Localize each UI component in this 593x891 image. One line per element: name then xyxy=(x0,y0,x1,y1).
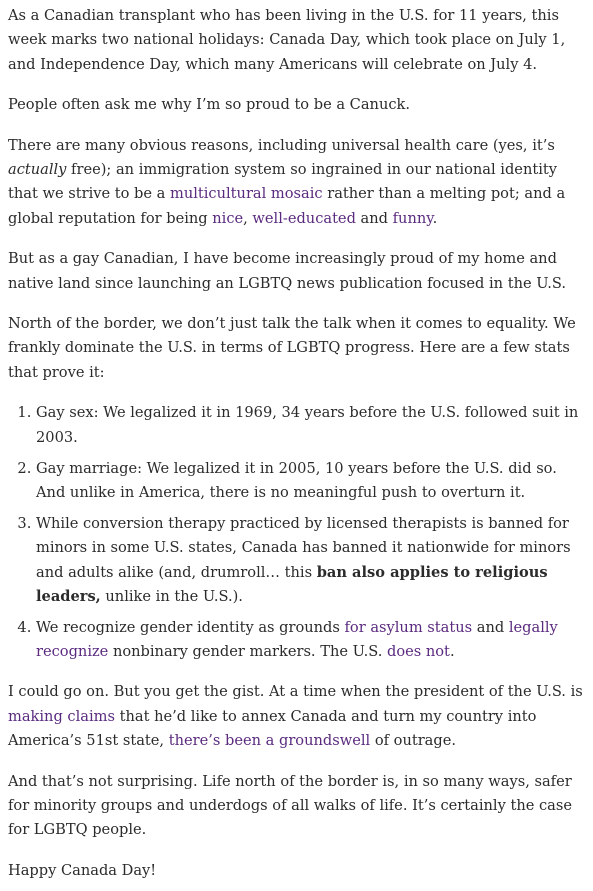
list-item-gender-identity xyxy=(36,616,586,665)
text-segment: While conversion therapy practiced by licensed therapists is banned for minors in some U.S. states, Canada has banned it nationwide for minors and adults alike (and, drumroll… this xyxy=(36,514,571,581)
link-well-educated[interactable]: well-educated xyxy=(252,209,356,227)
text-segment: rather than a melting pot; and a global reputation for being xyxy=(8,185,566,227)
text-segment: of outrage. xyxy=(370,731,456,749)
link-multicultural-mosaic[interactable]: multicultural mosaic xyxy=(170,185,323,203)
emphasis-actually: actually xyxy=(8,161,67,179)
list-item-conversion-therapy xyxy=(36,512,586,609)
stats-list xyxy=(8,401,586,664)
list-item-gay-sex: 1. Gay sex: We legalized it in 1969, 34 years before the U.S. followed suit in 2003. xyxy=(36,401,586,450)
paragraph-proud: People often ask me why I’m so proud to be a Canuck. xyxy=(8,96,411,114)
paragraph-not-surprising: And that’s not surprising. Life north of the border is, in so many ways, safer for minority groups and underdogs of all walks of life. It’s certainly the case for LGBTQ people. xyxy=(8,772,573,839)
link-funny[interactable]: funny xyxy=(392,209,433,227)
text-segment: that he’d like to annex Canada and turn my country into America’s 51st state, xyxy=(8,707,537,749)
link-nice[interactable]: nice xyxy=(212,209,244,227)
text-segment: We recognize gender identity as grounds xyxy=(36,618,345,636)
link-making-claims[interactable]: making claims xyxy=(8,707,115,725)
link-legally-recognize[interactable]: legally recognize xyxy=(36,618,558,661)
article-body xyxy=(0,4,593,883)
list-item-gay-marriage: 2. Gay marriage: We legalized it in 2005, 10 years before the U.S. did so. And unlike in America, there is no meaningful push to overturn it. xyxy=(36,457,586,506)
paragraph-go-on xyxy=(8,680,586,753)
text-segment: unlike in the U.S.). xyxy=(100,587,243,605)
text-segment: and xyxy=(472,618,509,636)
paragraph-reasons xyxy=(8,134,586,231)
text-segment: There are many obvious reasons, including universal health care (yes, it’s xyxy=(8,136,555,154)
text-segment: nonbinary gender markers. The U.S. xyxy=(108,643,387,661)
paragraph-happy-canada-day: Happy Canada Day! xyxy=(8,861,157,879)
text-segment: . xyxy=(432,209,438,227)
paragraph-north-of-border: North of the border, we don’t just talk the talk when it comes to equality. We frankly dominate the U.S. in terms of LGBTQ progress. Here are a few stats that prove it: xyxy=(8,315,576,381)
text-segment: . xyxy=(449,643,455,661)
paragraph-intro: As a Canadian transplant who has been living in the U.S. for 11 years, this week marks two national holidays: Canada Day, which took place on July 1, and Independence Day, which many Americans will celebrate on July 4. xyxy=(8,7,566,73)
text-segment: free); an immigration system so ingrained in our national identity that we strive to be a xyxy=(8,161,557,203)
link-asylum-status[interactable]: for asylum status xyxy=(344,618,473,636)
text-segment: I could go on. But you get the gist. At a time when the president of the U.S. is xyxy=(8,683,583,701)
text-segment: , xyxy=(243,209,253,227)
text-segment: and xyxy=(355,209,393,227)
link-does-not[interactable]: does not xyxy=(386,643,450,661)
bold-religious-leaders: ban also applies to religious leaders, xyxy=(36,563,548,605)
paragraph-gay-canadian: But as a gay Canadian, I have become increasingly proud of my home and native land since launching an LGBTQ news publication focused in the U.S. xyxy=(8,250,566,292)
link-groundswell[interactable]: there’s been a groundswell xyxy=(168,731,371,749)
